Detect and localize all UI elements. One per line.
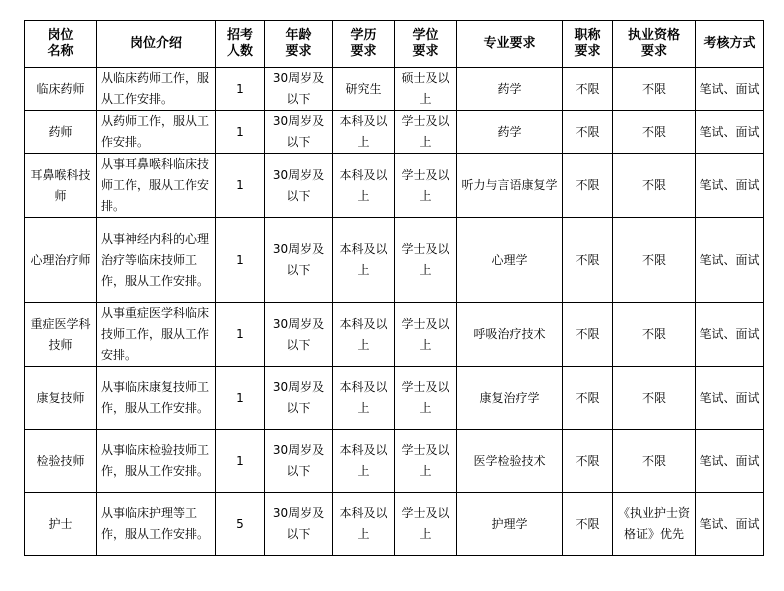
post-education: 本科及以上 [333, 493, 395, 556]
header-post-name: 岗位 名称 [25, 21, 97, 68]
post-degree: 学士及以上 [395, 218, 457, 303]
header-title: 职称 要求 [563, 21, 613, 68]
post-count: 1 [216, 218, 265, 303]
post-count: 1 [216, 111, 265, 154]
table-row [25, 493, 764, 556]
post-major: 医学检验技术 [457, 430, 563, 493]
post-education: 本科及以上 [333, 367, 395, 430]
post-age: 30周岁及以下 [265, 430, 333, 493]
post-exam: 笔试、面试 [696, 303, 764, 367]
post-age: 30周岁及以下 [265, 68, 333, 111]
post-major: 听力与言语康复学 [457, 154, 563, 218]
header-post-intro: 岗位介绍 [97, 21, 216, 68]
post-major: 药学 [457, 111, 563, 154]
post-title: 不限 [563, 493, 613, 556]
header-exam: 考核方式 [696, 21, 764, 68]
post-degree: 学士及以上 [395, 430, 457, 493]
post-desc: 从事重症医学科临床技师工作，服从工作安排。 [97, 303, 216, 367]
table-row [25, 367, 764, 430]
post-age: 30周岁及以下 [265, 218, 333, 303]
post-license: 不限 [613, 367, 696, 430]
post-name: 重症医学科技师 [25, 303, 97, 367]
post-title: 不限 [563, 430, 613, 493]
table-row [25, 430, 764, 493]
post-exam: 笔试、面试 [696, 430, 764, 493]
post-count: 1 [216, 68, 265, 111]
post-desc: 从事临床检验技师工作，服从工作安排。 [97, 430, 216, 493]
post-title: 不限 [563, 68, 613, 111]
post-title: 不限 [563, 218, 613, 303]
post-name: 心理治疗师 [25, 218, 97, 303]
post-name: 检验技师 [25, 430, 97, 493]
post-title: 不限 [563, 154, 613, 218]
post-education: 本科及以上 [333, 111, 395, 154]
post-degree: 学士及以上 [395, 493, 457, 556]
post-age: 30周岁及以下 [265, 154, 333, 218]
header-degree: 学位 要求 [395, 21, 457, 68]
post-license: 《执业护士资格证》优先 [613, 493, 696, 556]
post-desc: 从事神经内科的心理治疗等临床技师工作，服从工作安排。 [97, 218, 216, 303]
table-row [25, 154, 764, 218]
header-row [25, 21, 764, 68]
post-education: 本科及以上 [333, 154, 395, 218]
post-desc: 从事耳鼻喉科临床技师工作，服从工作安排。 [97, 154, 216, 218]
post-count: 1 [216, 367, 265, 430]
post-major: 康复治疗学 [457, 367, 563, 430]
post-name: 护士 [25, 493, 97, 556]
post-degree: 学士及以上 [395, 303, 457, 367]
post-exam: 笔试、面试 [696, 111, 764, 154]
post-degree: 学士及以上 [395, 111, 457, 154]
post-education: 本科及以上 [333, 430, 395, 493]
header-age: 年龄 要求 [265, 21, 333, 68]
post-education: 研究生 [333, 68, 395, 111]
post-degree: 硕士及以上 [395, 68, 457, 111]
post-name: 康复技师 [25, 367, 97, 430]
post-degree: 学士及以上 [395, 154, 457, 218]
post-count: 1 [216, 303, 265, 367]
post-degree: 学士及以上 [395, 367, 457, 430]
post-title: 不限 [563, 367, 613, 430]
table-row [25, 218, 764, 303]
table-row [25, 303, 764, 367]
post-name: 临床药师 [25, 68, 97, 111]
post-count: 1 [216, 154, 265, 218]
post-exam: 笔试、面试 [696, 154, 764, 218]
post-education: 本科及以上 [333, 303, 395, 367]
post-education: 本科及以上 [333, 218, 395, 303]
post-major: 心理学 [457, 218, 563, 303]
post-license: 不限 [613, 154, 696, 218]
post-major: 呼吸治疗技术 [457, 303, 563, 367]
post-exam: 笔试、面试 [696, 367, 764, 430]
post-license: 不限 [613, 430, 696, 493]
post-exam: 笔试、面试 [696, 218, 764, 303]
post-age: 30周岁及以下 [265, 303, 333, 367]
header-count: 招考 人数 [216, 21, 265, 68]
post-exam: 笔试、面试 [696, 493, 764, 556]
post-major: 药学 [457, 68, 563, 111]
post-title: 不限 [563, 111, 613, 154]
post-license: 不限 [613, 218, 696, 303]
post-count: 1 [216, 430, 265, 493]
post-desc: 从事临床康复技师工作，服从工作安排。 [97, 367, 216, 430]
post-age: 30周岁及以下 [265, 493, 333, 556]
post-major: 护理学 [457, 493, 563, 556]
post-desc: 从事临床护理等工作，服从工作安排。 [97, 493, 216, 556]
post-license: 不限 [613, 303, 696, 367]
post-age: 30周岁及以下 [265, 367, 333, 430]
post-age: 30周岁及以下 [265, 111, 333, 154]
post-license: 不限 [613, 111, 696, 154]
post-name: 药师 [25, 111, 97, 154]
post-license: 不限 [613, 68, 696, 111]
table-row [25, 68, 764, 111]
post-name: 耳鼻喉科技师 [25, 154, 97, 218]
post-title: 不限 [563, 303, 613, 367]
post-desc: 从临床药师工作，服从工作安排。 [97, 68, 216, 111]
header-license: 执业资格 要求 [613, 21, 696, 68]
post-desc: 从药师工作，服从工作安排。 [97, 111, 216, 154]
recruitment-table [24, 20, 764, 556]
header-education: 学历 要求 [333, 21, 395, 68]
table-row [25, 111, 764, 154]
header-major: 专业要求 [457, 21, 563, 68]
post-exam: 笔试、面试 [696, 68, 764, 111]
post-count: 5 [216, 493, 265, 556]
